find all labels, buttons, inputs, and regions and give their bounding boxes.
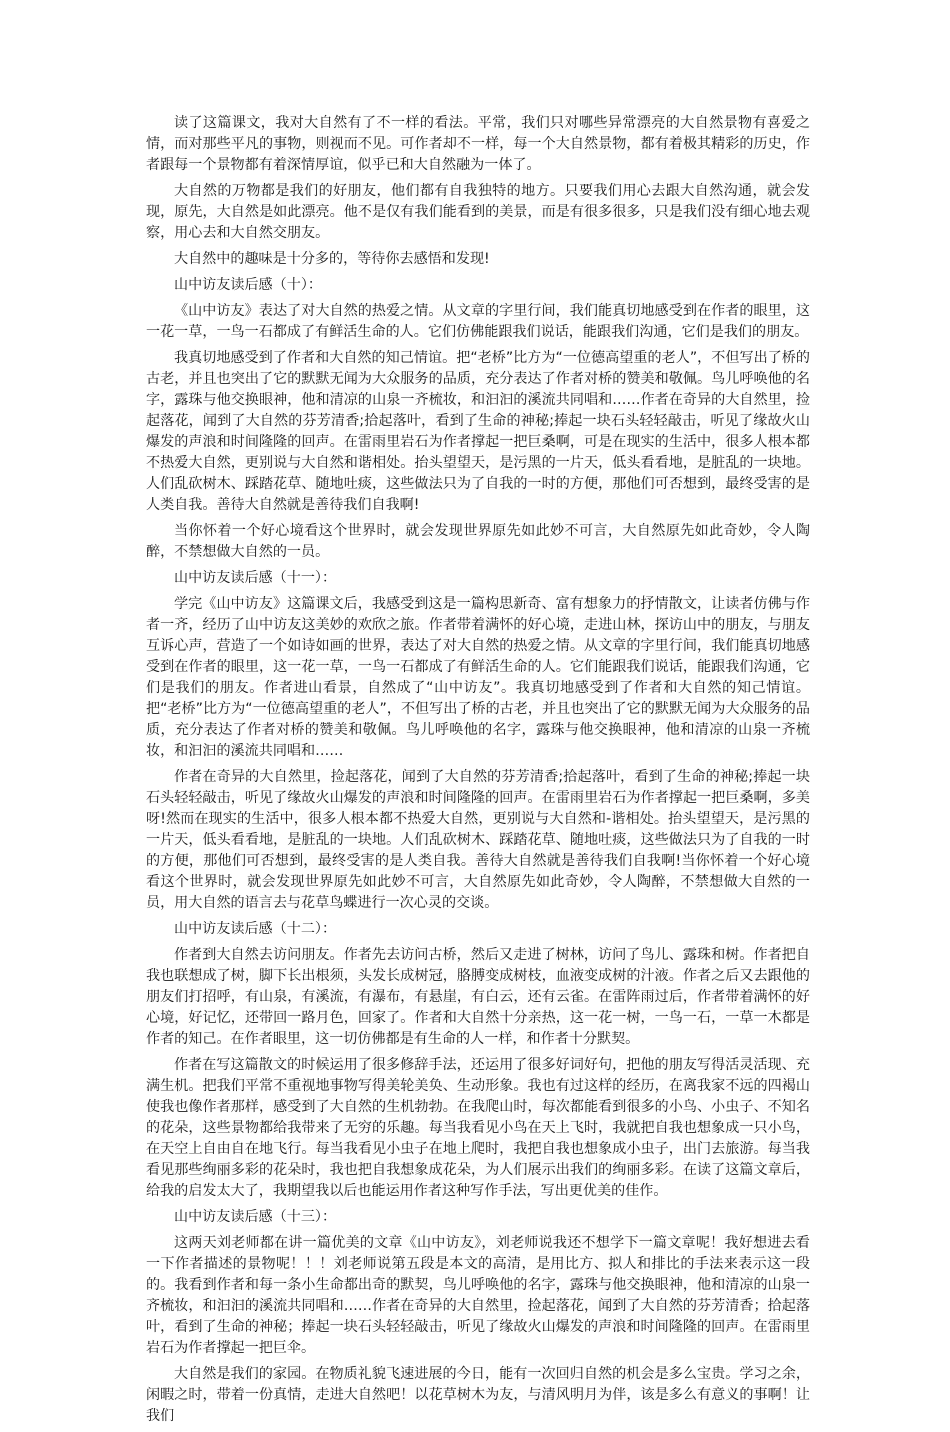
paragraph: 作者到大自然去访问朋友。作者先去访问古桥，然后又走进了树林，访问了鸟儿、露珠和树。作者把自我也联想成了树，脚下长出根须，头发长成树冠，胳膊变成树枝，血液变成树的汁液。作者之后又去跟他的朋友们打招呼，有山泉，有溪流，有瀑布，有悬崖，有白云，还有云雀。在雷阵雨过后，作者带着满怀的好心境，好记忆，还带回一路月色，回家了。作者和大自然十分亲热，这一花一树，一鸟一石，一草一木都是作者的知己。在作者眼里，这一切仿佛都是有生命的人一样，和作者十分默契。 (146, 947, 810, 1047)
section-heading: 山中访友读后感（十二）： (174, 921, 337, 937)
paragraph: 作者在写这篇散文的时候运用了很多修辞手法，还运用了很多好词好句，把他的朋友写得活灵活现、充满生机。把我们平常不重视地事物写得美轮美奂、生动形象。我也有过这样的经历，在离我家不远的四褐山使我也像作者那样，感受到了大自然的生机勃勃。在我爬山时，每次都能看到很多的小鸟、小虫子、不知名的花朵，这些景物都给我带来了无穷的乐趣。每当我看见小鸟在天上飞时，我就把自我也想象成一只小鸟，在天空上自由自在地飞行。每当我看见小虫子在地上爬时，我把自我也想象成小虫子，出门去旅游。每当我看见那些绚丽多彩的花朵时，我也把自我想象成花朵，为人们展示出我们的绚丽多彩。在读了这篇文章后，给我的启发太大了，我期望我以后也能运用作者这种写作手法，写出更优美的佳作。 (146, 1057, 810, 1199)
paragraph: 《山中访友》表达了对大自然的热爱之情。从文章的字里行间，我们能真切地感受到在作者的眼里，这一花一草，一鸟一石都成了有鲜活生命的人。它们仿佛能跟我们说话，能跟我们沟通，它们是我们的朋友。 (146, 303, 810, 340)
document-body (146, 113, 810, 1432)
paragraph: 大自然的万物都是我们的好朋友，他们都有自我独特的地方。只要我们用心去跟大自然沟通，就会发现，原先，大自然是如此漂亮。他不是仅有我们能看到的美景，而是有很多很多，只是我们没有细心地去观察，用心去和大自然交朋友。 (146, 183, 810, 241)
paragraph: 学完《山中访友》这篇课文后，我感受到这是一篇构思新奇、富有想象力的抒情散文，让读者仿佛与作者一齐，经历了山中访友这美妙的欢欣之旅。作者带着满怀的好心境，走进山林，探访山中的朋友，与朋友互诉心声，营造了一个如诗如画的世界，表达了对大自然的热爱之情。从文章的字里行间，我们能真切地感受到在作者的眼里，这一花一草，一鸟一石都成了有鲜活生命的人。它们能跟我们说话，能跟我们沟通，它们是我们的朋友。作者进山看景，自然成了“山中访友”。我真切地感受到了作者和大自然的知己情谊。把“老桥”比方为“一位德高望重的老人”，不但写出了桥的古老，并且也突出了它的默默无闻为大众服务的品质，充分表达了作者对桥的赞美和敬佩。鸟儿呼唤他的名字，露珠与他交换眼神，他和清凉的山泉一齐梳妆，和汩汩的溪流共同唱和…… (146, 596, 810, 759)
section-heading: 山中访友读后感（十）： (174, 277, 322, 293)
paragraph: 大自然是我们的家园。在物质礼貌飞速进展的今日，能有一次回归自然的机会是多么宝贵。学习之余，闲暇之时，带着一份真情，走进大自然吧！以花草树木为友，与清风明月为伴，该是多么有意义的事啊！让我们 (146, 1366, 810, 1424)
section-heading: 山中访友读后感（十一）： (174, 570, 337, 586)
section-heading: 山中访友读后感（十三）： (174, 1209, 337, 1225)
paragraph: 大自然中的趣味是十分多的，等待你去感悟和发现! (174, 251, 490, 267)
paragraph: 作者在奇异的大自然里，捡起落花，闻到了大自然的芬芳清香;拾起落叶，看到了生命的神秘;捧起一块石头轻轻敲击，听见了缘故火山爆发的声浪和时间隆隆的回声。在雷雨里岩石为作者撑起一把巨桑啊，多美呀!然而在现实的生活中，很多人根本都不热爱大自然，更别说与大自然和-谐相处。抬头望望天，是污黑的一片天，低头看看地，是脏乱的一块地。人们乱砍树木、踩踏花草、随地吐痰，这些做法只为了自我的一时的方便，那他们可否想到，最终受害的是人类自我。善待大自然就是善待我们自我啊!当你怀着一个好心境看这个世界时，就会发现世界原先如此妙不可言，大自然原先如此奇妙，令人陶醉，不禁想做大自然的一员，用大自然的语言去与花草鸟蝶进行一次心灵的交谈。 (146, 769, 810, 911)
paragraph: 读了这篇课文，我对大自然有了不一样的看法。平常，我们只对哪些异常漂亮的大自然景物有喜爱之情，而对那些平凡的事物，则视而不见。可作者却不一样，每一个大自然景物，都有着极其精彩的历史，作者跟每一个景物都有着深情厚谊，似乎已和大自然融为一体了。 (146, 115, 810, 173)
paragraph: 当你怀着一个好心境看这个世界时，就会发现世界原先如此妙不可言，大自然原先如此奇妙，令人陶醉，不禁想做大自然的一员。 (146, 523, 810, 560)
paragraph: 这两天刘老师都在讲一篇优美的文章《山中访友》，刘老师说我还不想学下一篇文章呢！我好想进去看一下作者描述的景物呢！！！刘老师说第五段是本文的高清，是用比方、拟人和排比的手法来表示这一段的。我看到作者和每一条小生命都出奇的默契，鸟儿呼唤他的名字，露珠与他交换眼神，他和清凉的山泉一齐梳妆，和汩汩的溪流共同唱和……作者在奇异的大自然里，捡起落花，闻到了大自然的芬芳清香；拾起落叶，看到了生命的神秘；捧起一块石头轻轻敲击，听见了缘故火山爆发的声浪和时间隆隆的回声。在雷雨里岩石为作者撑起一把巨伞。 (146, 1235, 810, 1356)
paragraph: 我真切地感受到了作者和大自然的知己情谊。把“老桥”比方为“一位德高望重的老人”，不但写出了桥的古老，并且也突出了它的默默无闻为大众服务的品质，充分表达了作者对桥的赞美和敬佩。鸟儿呼唤他的名字，露珠与他交换眼神，他和清凉的山泉一齐梳妆，和汩汩的溪流共同唱和……作者在奇异的大自然里，捡起落花，闻到了大自然的芬芳清香;拾起落叶，看到了生命的神秘;捧起一块石头轻轻敲击，听见了缘故火山爆发的声浪和时间隆隆的回声。在雷雨里岩石为作者撑起一把巨桑啊，可是在现实的生活中，很多人根本都不热爱大自然，更别说与大自然和谐相处。抬头望望天，是污黑的一片天，低头看看地，是脏乱的一块地。人们乱砍树木、踩踏花草、随地吐痰，这些做法只为了自我的一时的方便，那他们可否想到，最终受害的是人类自我。善待大自然就是善待我们自我啊! (146, 350, 810, 513)
